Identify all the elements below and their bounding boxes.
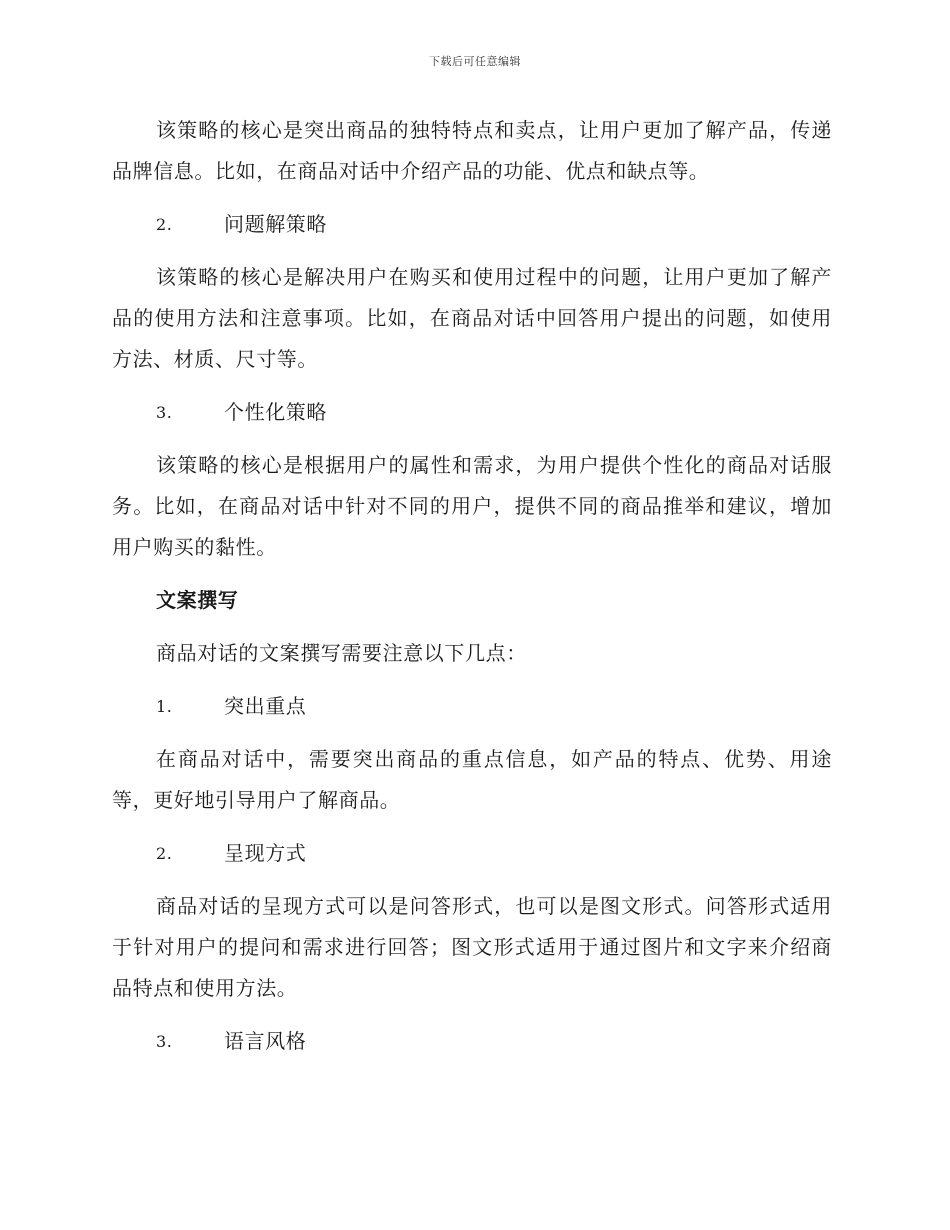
paragraph: 商品对话的呈现方式可以是问答形式，也可以是图文形式。问答形式适用于针对用户的提问和需求进行回答；图文形式适用于通过图片和文字来介绍商品特点和使用方法。	[112, 894, 832, 1000]
section-heading: 文案撰写	[156, 588, 239, 612]
list-item	[112, 833, 832, 874]
list-item	[112, 1021, 832, 1062]
list-number: 3.	[156, 1032, 173, 1051]
paragraph: 该策略的核心是根据用户的属性和需求，为用户提供个性化的商品对话服务。比如，在商品对话中针对不同的用户，提供不同的商品推举和建议，增加用户购买的黏性。	[112, 453, 832, 559]
list-item	[112, 686, 832, 727]
list-number: 3.	[156, 403, 173, 422]
paragraph: 在商品对话中，需要突出商品的重点信息，如产品的特点、优势、用途等，更好地引导用户了解商品。	[112, 747, 832, 812]
list-item-label: 个性化策略	[224, 400, 327, 424]
paragraph: 该策略的核心是解决用户在购买和使用过程中的问题，让用户更加了解产品的使用方法和注意事项。比如，在商品对话中回答用户提出的问题，如使用方法、材质、尺寸等。	[112, 265, 832, 371]
list-item-label: 呈现方式	[224, 841, 307, 865]
paragraph: 商品对话的文案撰写需要注意以下几点：	[156, 641, 527, 665]
document-body	[112, 110, 832, 1074]
paragraph: 该策略的核心是突出商品的独特特点和卖点，让用户更加了解产品，传递品牌信息。比如，在商品对话中介绍产品的功能、优点和缺点等。	[112, 118, 832, 183]
list-item	[112, 204, 832, 245]
list-item-label: 突出重点	[224, 694, 307, 718]
list-item-label: 语言风格	[224, 1029, 307, 1053]
list-number: 2.	[156, 215, 173, 234]
list-number: 1.	[156, 697, 173, 716]
list-item	[112, 392, 832, 433]
list-number: 2.	[156, 844, 173, 863]
page-header: 下载后可任意编辑	[429, 55, 521, 68]
list-item-label: 问题解策略	[224, 212, 327, 236]
